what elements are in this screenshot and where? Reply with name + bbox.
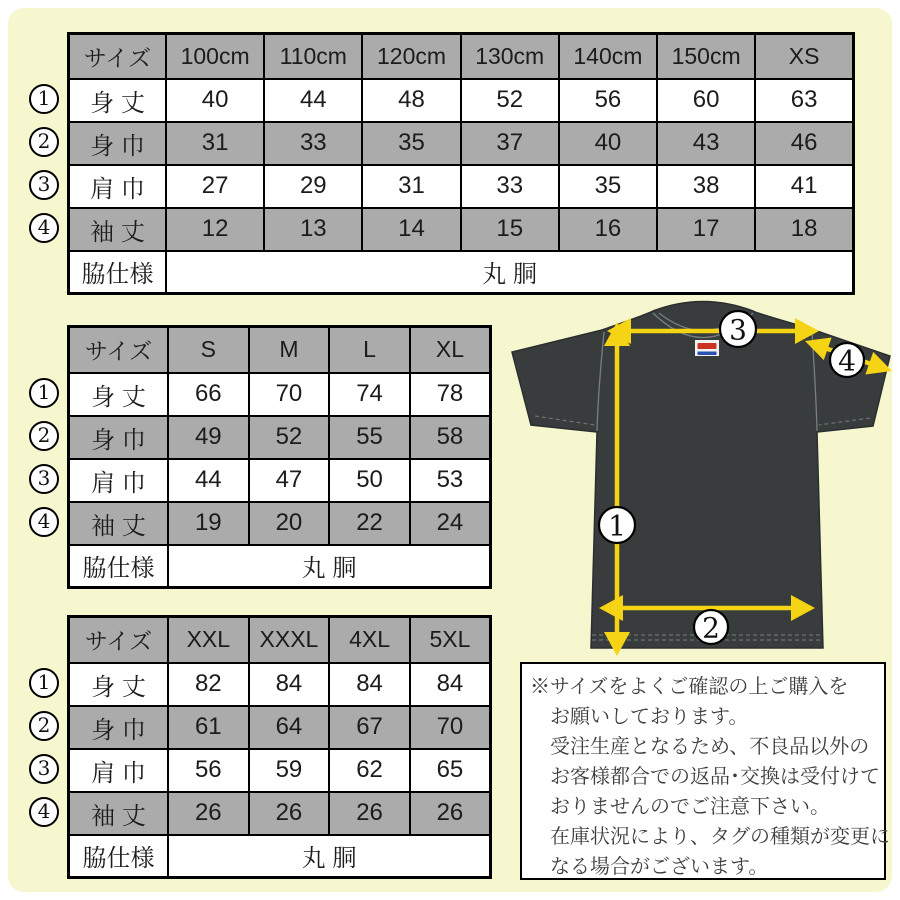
size-value-cell: 41 — [755, 165, 853, 208]
table-footer-row — [69, 251, 854, 294]
size-column-header: XXL — [168, 617, 249, 663]
size-value-cell: 24 — [410, 502, 491, 545]
row-label: 身 巾 — [69, 122, 167, 165]
size-column-header: 140cm — [559, 34, 657, 79]
row-number-3: 3 — [29, 464, 59, 494]
size-column-header: 4XL — [329, 617, 410, 663]
svg-text:2: 2 — [702, 611, 720, 645]
size-value-cell: 61 — [168, 706, 249, 749]
size-value-cell: 70 — [249, 373, 330, 416]
size-value-cell: 52 — [461, 79, 559, 122]
row-label: 身 丈 — [69, 373, 169, 416]
size-column-header: 130cm — [461, 34, 559, 79]
notice-line: お願いしております。 — [550, 706, 749, 728]
size-value-cell: 64 — [249, 706, 330, 749]
size-table-section-kids — [23, 32, 855, 295]
notice-line: 在庫状況により、タグの種類が変更に — [550, 826, 890, 848]
notice-line: おりませんのでご注意下さい。 — [550, 796, 830, 818]
size-header-label: サイズ — [69, 327, 169, 373]
row-number-1: 1 — [29, 84, 59, 114]
svg-text:3: 3 — [729, 313, 747, 347]
table-row — [69, 208, 854, 251]
size-value-cell: 74 — [329, 373, 410, 416]
table-row — [69, 79, 854, 122]
size-value-cell: 17 — [657, 208, 755, 251]
size-value-cell: 16 — [559, 208, 657, 251]
size-value-cell: 44 — [264, 79, 362, 122]
size-value-cell: 12 — [166, 208, 264, 251]
size-value-cell: 47 — [249, 459, 330, 502]
size-value-cell: 40 — [166, 79, 264, 122]
size-column-header: 120cm — [362, 34, 460, 79]
size-column-header: XS — [755, 34, 853, 79]
size-value-cell: 19 — [168, 502, 249, 545]
table-row — [69, 416, 491, 459]
size-value-cell: 56 — [168, 749, 249, 792]
row-number-2: 2 — [29, 127, 59, 157]
size-value-cell: 37 — [461, 122, 559, 165]
size-table-section-adult — [23, 325, 492, 589]
size-value-cell: 78 — [410, 373, 491, 416]
size-value-cell: 38 — [657, 165, 755, 208]
size-value-cell: 65 — [410, 749, 491, 792]
table-row — [69, 459, 491, 502]
size-value-cell: 35 — [362, 122, 460, 165]
size-header-label: サイズ — [69, 617, 169, 663]
size-value-cell: 40 — [559, 122, 657, 165]
row-number-gutter — [23, 325, 67, 589]
row-label: 身 巾 — [69, 416, 169, 459]
row-label: 袖 丈 — [69, 208, 167, 251]
size-value-cell: 84 — [249, 663, 330, 706]
footer-value: 丸 胴 — [168, 835, 491, 878]
size-value-cell: 84 — [329, 663, 410, 706]
row-label: 身 巾 — [69, 706, 169, 749]
size-value-cell: 26 — [168, 792, 249, 835]
size-value-cell: 43 — [657, 122, 755, 165]
size-column-header: 150cm — [657, 34, 755, 79]
size-value-cell: 15 — [461, 208, 559, 251]
size-value-cell: 31 — [166, 122, 264, 165]
size-table-big — [67, 615, 492, 879]
row-number-gutter — [23, 615, 67, 879]
size-column-header: 5XL — [410, 617, 491, 663]
notice-line: 受注生産となるため、不良品以外の — [550, 736, 870, 758]
measure-point-2 — [694, 610, 728, 645]
size-column-header: S — [168, 327, 249, 373]
measure-point-4 — [830, 343, 864, 378]
row-label: 肩 巾 — [69, 749, 169, 792]
size-value-cell: 44 — [168, 459, 249, 502]
table-row — [69, 502, 491, 545]
row-number-3: 3 — [29, 754, 59, 784]
size-value-cell: 50 — [329, 459, 410, 502]
table-row — [69, 749, 491, 792]
size-value-cell: 26 — [249, 792, 330, 835]
size-table-kids — [67, 32, 855, 295]
size-value-cell: 35 — [559, 165, 657, 208]
size-value-cell: 26 — [329, 792, 410, 835]
row-label: 肩 巾 — [69, 165, 167, 208]
size-value-cell: 31 — [362, 165, 460, 208]
size-header-label: サイズ — [69, 34, 167, 79]
table-row — [69, 792, 491, 835]
tshirt-diagram — [505, 298, 895, 660]
table-footer-row — [69, 835, 491, 878]
table-row — [69, 165, 854, 208]
measure-point-3 — [720, 311, 756, 347]
footer-label: 脇仕様 — [69, 251, 167, 294]
size-table-adult — [67, 325, 492, 589]
size-value-cell: 48 — [362, 79, 460, 122]
row-label: 身 丈 — [69, 79, 167, 122]
size-value-cell: 18 — [755, 208, 853, 251]
svg-text:4: 4 — [838, 344, 856, 378]
size-column-header: M — [249, 327, 330, 373]
svg-text:1: 1 — [608, 509, 626, 543]
row-number-1: 1 — [29, 668, 59, 698]
size-value-cell: 49 — [168, 416, 249, 459]
size-value-cell: 82 — [168, 663, 249, 706]
row-number-2: 2 — [29, 711, 59, 741]
size-table-section-big — [23, 615, 492, 879]
size-value-cell: 33 — [264, 122, 362, 165]
size-value-cell: 60 — [657, 79, 755, 122]
row-label: 袖 丈 — [69, 792, 169, 835]
table-row — [69, 373, 491, 416]
footer-value: 丸 胴 — [168, 545, 491, 588]
size-value-cell: 33 — [461, 165, 559, 208]
size-value-cell: 63 — [755, 79, 853, 122]
size-value-cell: 70 — [410, 706, 491, 749]
size-value-cell: 46 — [755, 122, 853, 165]
row-number-4: 4 — [29, 507, 59, 537]
size-value-cell: 66 — [168, 373, 249, 416]
row-label: 袖 丈 — [69, 502, 169, 545]
size-column-header: L — [329, 327, 410, 373]
size-column-header: XXXL — [249, 617, 330, 663]
purchase-notice-box — [520, 662, 890, 880]
notice-line: ※サイズをよくご確認の上ご購入を — [530, 676, 849, 698]
row-number-4: 4 — [29, 797, 59, 827]
size-value-cell: 27 — [166, 165, 264, 208]
footer-value: 丸 胴 — [166, 251, 854, 294]
size-column-header: 100cm — [166, 34, 264, 79]
brand-tag — [695, 340, 719, 356]
size-value-cell: 84 — [410, 663, 491, 706]
row-number-1: 1 — [29, 378, 59, 408]
size-value-cell: 29 — [264, 165, 362, 208]
size-column-header: XL — [410, 327, 491, 373]
row-number-gutter — [23, 32, 67, 295]
size-value-cell: 52 — [249, 416, 330, 459]
size-value-cell: 26 — [410, 792, 491, 835]
size-value-cell: 13 — [264, 208, 362, 251]
size-column-header: 110cm — [264, 34, 362, 79]
row-label: 身 丈 — [69, 663, 169, 706]
notice-line: お客様都合での返品･交換は受付けて — [550, 766, 880, 788]
table-row — [69, 663, 491, 706]
row-label: 肩 巾 — [69, 459, 169, 502]
footer-label: 脇仕様 — [69, 835, 169, 878]
measure-point-1 — [599, 507, 635, 543]
size-value-cell: 67 — [329, 706, 410, 749]
size-value-cell: 20 — [249, 502, 330, 545]
table-row — [69, 122, 854, 165]
row-number-2: 2 — [29, 421, 59, 451]
size-value-cell: 53 — [410, 459, 491, 502]
footer-label: 脇仕様 — [69, 545, 169, 588]
table-footer-row — [69, 545, 491, 588]
row-number-3: 3 — [29, 170, 59, 200]
size-value-cell: 22 — [329, 502, 410, 545]
table-row — [69, 706, 491, 749]
size-value-cell: 59 — [249, 749, 330, 792]
size-value-cell: 55 — [329, 416, 410, 459]
notice-line: なる場合がございます。 — [550, 856, 769, 878]
size-value-cell: 14 — [362, 208, 460, 251]
size-value-cell: 56 — [559, 79, 657, 122]
size-value-cell: 58 — [410, 416, 491, 459]
size-value-cell: 62 — [329, 749, 410, 792]
row-number-4: 4 — [29, 213, 59, 243]
